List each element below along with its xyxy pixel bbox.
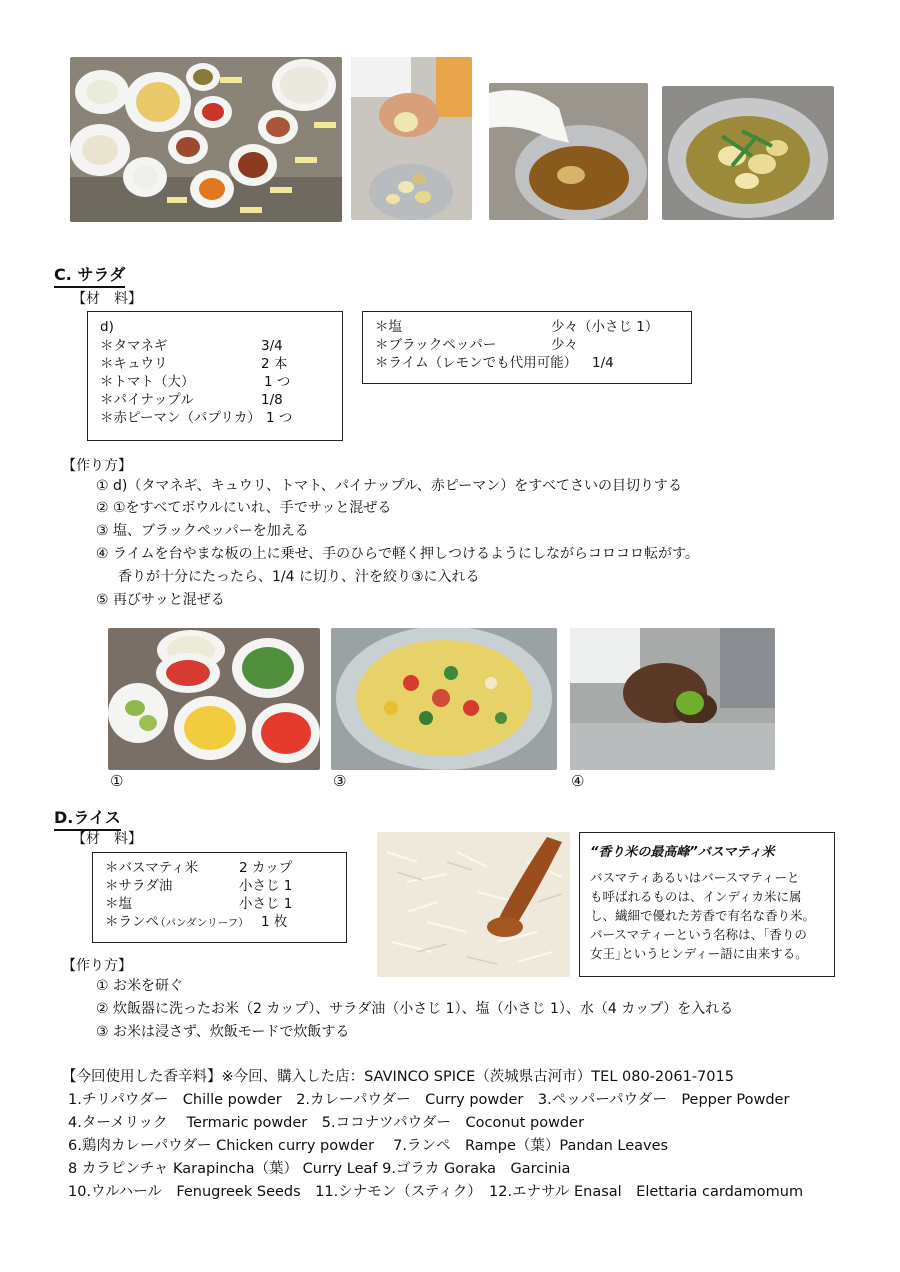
photo-curry-in-pot	[662, 86, 834, 220]
method-step: ① お米を研ぐ	[96, 978, 184, 994]
basmati-info-box	[579, 832, 835, 977]
spice-list-line: 6.鶏肉カレーパウダー Chicken curry powder 7.ランペ Rampe（葉）Pandan Leaves	[68, 1138, 669, 1154]
ingredient-amount: 1 つ	[264, 374, 291, 390]
spice-list-line: 8 カラピンチャ Karapincha（葉） Curry Leaf 9.ゴラカ Goraka Garcinia	[68, 1161, 571, 1177]
ingredient-name: ＊塩	[105, 896, 132, 912]
photo-rolling-lime	[570, 628, 775, 770]
ingredient-name: ＊タマネギ	[100, 338, 168, 354]
section-c-title: C. サラダ	[54, 262, 125, 288]
ingredient-name: ＊塩	[375, 319, 402, 335]
ingredient-name: ＊赤ピーマン（パプリカ）	[100, 410, 261, 426]
photo-spice-bowls	[70, 57, 342, 222]
photo-peeling-potatoes	[351, 57, 472, 220]
photo-pouring-coconut-milk	[489, 83, 648, 220]
ingredient-amount: 小さじ 1	[239, 896, 293, 912]
salad-ingredients-box-2	[362, 311, 692, 384]
photo-caption: ④	[571, 772, 585, 790]
ingredient-amount: 3/4	[261, 338, 283, 354]
ingredient-note: （パンダンリーフ）	[155, 917, 249, 929]
section-d-ingredients-label: 【材 料】	[72, 831, 142, 847]
method-step: 香りが十分にたったら、1/4 に切り、汁を絞り③に入れる	[118, 569, 480, 585]
spice-list-line: 10.ウルハール Fenugreek Seeds 11.シナモン（スティク） 12.エナサル Enasal Elettaria cardamomum	[68, 1184, 804, 1200]
ingredient-amount: 1/4	[592, 355, 614, 371]
ingredient-amount: 小さじ 1	[239, 878, 293, 894]
method-step: ④ ライムを台やまな板の上に乗せ、手のひらで軽く押しつけるようにしながらコロコロ転がす。	[96, 546, 699, 562]
info-line: バスマティあるいはバースマティーと	[590, 870, 800, 885]
ingredient-name: ＊サラダ油	[105, 878, 173, 894]
photo-cut-vegetables	[108, 628, 320, 770]
ingredient-group-label: d)	[100, 319, 114, 335]
ingredient-amount: 2 本	[261, 356, 288, 372]
section-c-method-label: 【作り方】	[62, 458, 132, 474]
section-c-ingredients-label: 【材 料】	[72, 291, 142, 307]
ingredient-amount: 少々（小さじ 1）	[551, 319, 659, 335]
ingredient-name: ＊トマト（大）	[100, 374, 195, 390]
spice-list-line: 1.チリパウダー Chille powder 2.カレーパウダー Curry powder 3.ペッパーパウダー Pepper Powder	[68, 1092, 790, 1108]
info-body	[590, 868, 824, 963]
section-d-method-label: 【作り方】	[62, 958, 132, 974]
ingredient-amount: 1 つ	[266, 410, 293, 426]
method-step: ② 炊飯器に洗ったお米（2 カップ）、サラダ油（小さじ 1）、塩（小さじ 1）、水（4 カップ）を入れる	[96, 1001, 734, 1017]
method-step: ① d)（タマネギ、キュウリ、トマト、パイナップル、赤ピーマン）をすべてさいの目切りする	[96, 478, 683, 494]
ingredient-amount: 2 カップ	[239, 860, 293, 876]
ingredient-name: ＊キュウリ	[100, 356, 168, 372]
ingredient-amount: 1/8	[261, 392, 283, 408]
photo-caption: ①	[110, 772, 124, 790]
info-line: し、繊細で優れた芳香で有名な香り米。	[590, 908, 816, 923]
method-step: ⑤ 再びサッと混ぜる	[96, 592, 225, 608]
ingredient-name: ＊バスマティ米	[105, 860, 199, 876]
ingredient-name: ＊ライム（レモンでも代用可能）	[375, 355, 578, 371]
method-step: ② ①をすべてボウルにいれ、手でサッと混ぜる	[96, 500, 392, 516]
info-line: も呼ばれるものは、インディカ米に属	[590, 889, 802, 904]
salad-ingredients-box-1	[87, 311, 343, 441]
section-d-title: D.ライス	[54, 805, 121, 831]
ingredient-name: ＊パイナップル	[100, 392, 194, 408]
rice-ingredients-box	[92, 852, 347, 943]
photo-caption: ③	[333, 772, 347, 790]
photo-mixed-salad-bowl	[331, 628, 557, 770]
spice-list-line: 4.ターメリック Termaric powder 5.ココナツパウダー Coconut powder	[68, 1115, 585, 1131]
ingredient-amount: 少々	[551, 337, 578, 353]
spices-header: 【今回使用した香辛料】※今回、購入した店：SAVINCO SPICE（茨城県古河市）TEL 080-2061-7015	[62, 1069, 734, 1085]
info-title: “香り米の最高峰”バスマティ米	[590, 845, 775, 860]
ingredient-name: ＊ブラックペッパー	[375, 337, 497, 353]
info-line: 女王｣というヒンディー語に由来する。	[590, 946, 808, 961]
photo-cooked-basmati-rice	[377, 832, 570, 977]
ingredient-name: ＊ランペ	[105, 914, 159, 930]
method-step: ③ お米は浸さず、炊飯モードで炊飯する	[96, 1024, 350, 1040]
info-line: バースマティーという名称は、｢香りの	[590, 927, 807, 942]
ingredient-amount: 1 枚	[261, 914, 288, 930]
method-step: ③ 塩、ブラックペッパーを加える	[96, 523, 309, 539]
